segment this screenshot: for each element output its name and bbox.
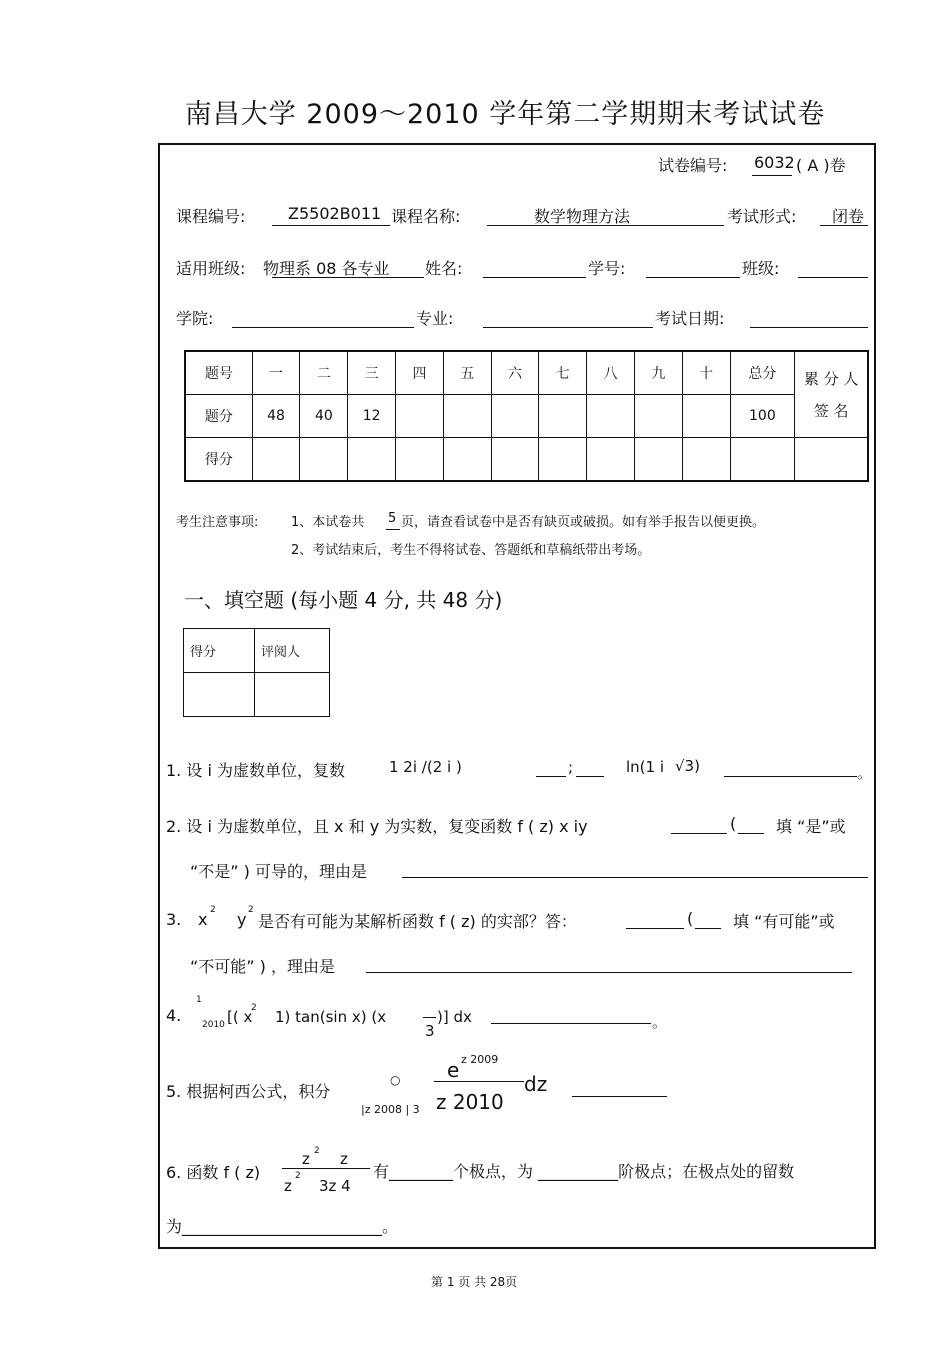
table-cell[interactable] [252,438,300,482]
table-cell[interactable] [443,438,491,482]
q3-num: 3. [166,910,182,929]
grade-box-score-label: 得分 [184,629,255,673]
grade-box-reviewer-cell[interactable] [255,673,330,717]
q3-fill-hint: 填 “有可能”或 [733,912,835,931]
table-cell[interactable] [634,438,682,482]
paper-type: ( A )卷 [796,156,846,175]
q1-text: 1. 设 i 为虚数单位，复数 [166,761,345,780]
q2-line1: 2. 设 i 为虚数单位，且 x 和 y 为实数，复变函数 f ( z) x iy [166,817,588,836]
signer-signature-cell[interactable] [795,438,868,482]
college-label: 学院: [176,309,214,328]
q1-blank2[interactable] [724,776,857,777]
grade-box-score-cell[interactable] [184,673,255,717]
q5-contour: |z 2008 | 3 [361,1103,420,1116]
q2-fill-hint: 填 “是”或 [776,817,846,836]
q1-sqrt: √3) [675,757,700,775]
table-cell: 40 [300,395,348,438]
table-cell [634,395,682,438]
table-cell[interactable] [396,438,444,482]
q6-mid: 有________个极点，为 __________阶极点；在极点处的留数 [373,1162,795,1181]
q4-tail: )] dx [437,1008,472,1026]
notice-item1-prefix: 1、本试卷共 [291,515,365,530]
q6-denominator-exp: 2 [295,1171,301,1181]
table-cell [539,395,587,438]
table-cell: 六 [491,351,539,395]
signer-cell [795,351,868,438]
score-table-row-score [185,438,868,482]
grade-box-reviewer-label: 评阅人 [255,629,330,673]
table-cell[interactable] [682,438,730,482]
q5-blank[interactable] [572,1096,667,1097]
table-cell: 48 [252,395,300,438]
course-name-value: 数学物理方法 [534,207,631,226]
paper-no-label: 试卷编号: [658,156,728,175]
q2-reason-blank[interactable] [402,877,868,878]
q5-numerator-exp: z 2009 [461,1053,499,1066]
score-table-row-question-no [185,351,868,395]
q4-upper-limit: 1 [196,995,202,1005]
q3-line2: “不可能” ) ，理由是 [190,957,335,976]
q5-numerator: e [447,1058,460,1082]
table-cell[interactable] [348,438,396,482]
table-cell: 四 [396,351,444,395]
class-scope-label: 适用班级: [176,259,246,278]
q1-blank1[interactable] [536,776,566,777]
q3-reason-blank[interactable] [366,972,852,973]
major-label: 专业: [416,309,454,328]
page-footer: 第 1 页 共 28页 [431,1275,518,1289]
grade-box [183,628,330,717]
table-cell [682,395,730,438]
q2-blank[interactable] [671,833,727,834]
q4-num: 4. [166,1006,182,1025]
q5-text: 5. 根据柯西公式，积分 [166,1082,331,1101]
q3-text: 是否有可能为某解析函数 f ( z) 的实部？答： [258,912,577,931]
name-label: 姓名: [425,259,463,278]
table-cell: 题号 [185,351,252,395]
paper-no-value: 6032 [754,153,795,172]
table-cell: 12 [348,395,396,438]
q2-line2: “不是” ) 可导的，理由是 [190,862,367,881]
q5-denominator: z 2010 [436,1090,504,1114]
table-cell: 二 [300,351,348,395]
q6-line2: 为_________________________。 [166,1217,399,1236]
table-cell[interactable] [587,438,635,482]
student-no-label: 学号: [588,259,626,278]
q1-expr2: ln(1 i [626,758,665,776]
q3-y: y [237,910,247,929]
table-cell [587,395,635,438]
q6-numerator-exp: 2 [314,1146,320,1156]
exam-form-label: 考试形式: [727,207,797,226]
table-cell: 九 [634,351,682,395]
table-cell: 100 [730,395,795,438]
table-cell: 得分 [185,438,252,482]
table-cell: 十 [682,351,730,395]
table-cell: 三 [348,351,396,395]
exam-form-value: 闭卷 [832,207,865,226]
contour-integral-icon: ○ [390,1073,401,1087]
q4-exp: 2 [251,1003,257,1013]
q5-dz: dz [524,1072,548,1096]
score-table [184,350,869,482]
q4-denominator: 3 [425,1022,435,1040]
table-cell[interactable] [491,438,539,482]
q4-blank[interactable] [491,1023,651,1024]
q4-body2: 1) tan(sin x) (x [275,1008,387,1026]
q6-numerator-tail: z [340,1150,348,1168]
signer-label-line1: 累 分 人 [803,369,859,388]
q4-end: 。 [652,1013,668,1031]
table-cell[interactable] [300,438,348,482]
q3-paren: ( [687,909,694,928]
class-scope-value: 物理系 08 各专业 [263,259,390,278]
table-cell: 七 [539,351,587,395]
q3-exp1: 2 [210,905,216,915]
notice-item2: 2、考试结束后，考生不得将试卷、答题纸和草稿纸带出考场。 [291,543,651,558]
q6-denominator: z [284,1177,292,1195]
q2-paren: ( [730,814,737,833]
table-cell[interactable] [730,438,795,482]
table-cell [396,395,444,438]
signer-label-line2: 签 名 [813,401,849,420]
q3-x: x [198,910,208,929]
table-cell[interactable] [539,438,587,482]
q3-exp2: 2 [248,905,254,915]
exam-title: 南昌大学 2009～2010 学年第二学期期末考试试卷 [184,99,826,130]
course-name-label: 课程名称: [391,207,461,226]
q4-body: [( x [227,1008,253,1026]
course-code-label: 课程编号: [176,207,246,226]
table-cell: 八 [587,351,635,395]
score-table-row-points [185,395,868,438]
notice-item1-pages: 5 [388,511,397,526]
q6-numerator: z [302,1150,310,1168]
exam-date-label: 考试日期: [655,309,725,328]
q6-denominator-tail: 3z 4 [319,1177,351,1195]
q3-blank[interactable] [626,928,684,929]
q1-expr1: 1 2i /(2 i ) [389,758,462,776]
table-cell: 五 [443,351,491,395]
section-heading: 一、填空题 (每小题 4 分, 共 48 分) [184,588,503,612]
table-cell: 总分 [730,351,795,395]
q4-lower-limit: 2010 [202,1020,225,1030]
table-cell: 一 [252,351,300,395]
q1-sep: ; [568,758,574,776]
table-cell: 题分 [185,395,252,438]
notice-label: 考生注意事项: [176,515,259,530]
q6-text: 6. 函数 f ( z) [166,1163,261,1182]
notice-item1-suffix: 页，请查看试卷中是否有缺页或破损。如有举手报告以便更换。 [401,515,766,530]
q1-end: 。 [857,764,873,782]
class-label: 班级: [742,259,780,278]
table-cell [443,395,491,438]
table-cell [491,395,539,438]
course-code-value: Z5502B011 [288,204,382,223]
